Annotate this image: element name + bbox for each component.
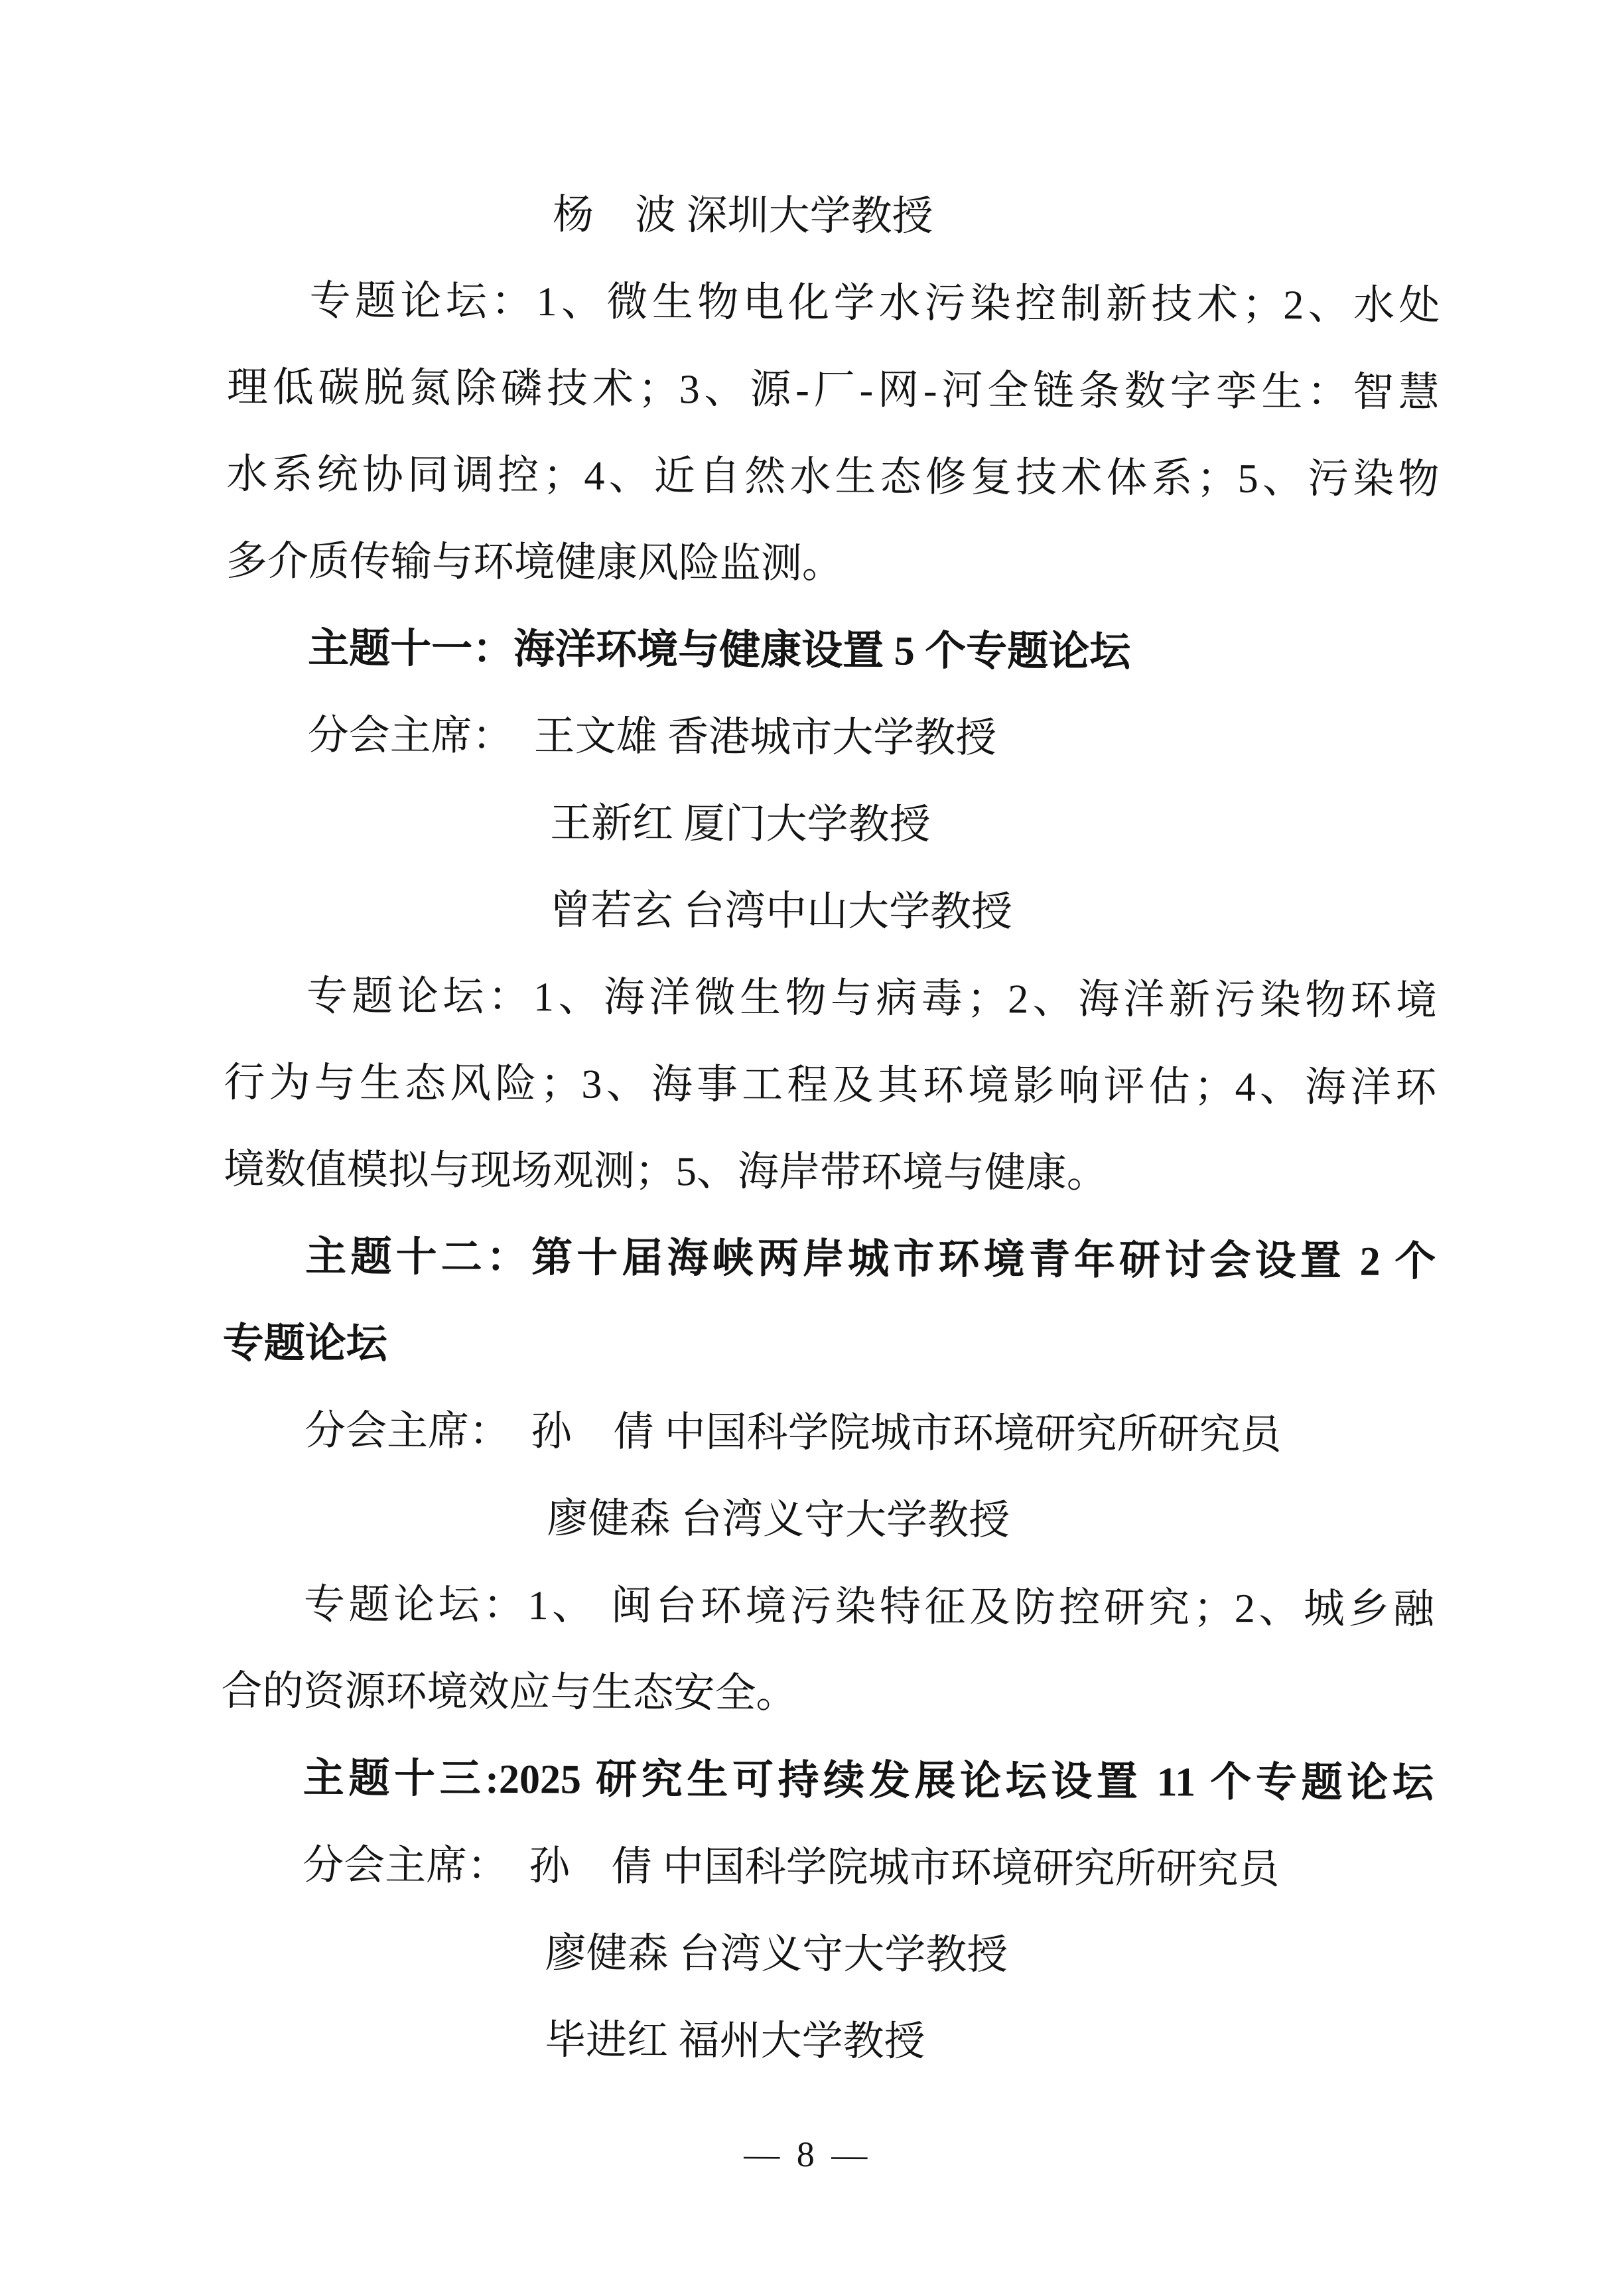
text-line: 专题论坛：1、微生物电化学水污染控制新技术；2、水处 [309,278,1440,329]
text-line: 专题论坛：1、海洋微生物与病毒；2、海洋新污染物环境 [306,973,1438,1024]
text-line: 王新红 厦门大学教授 [549,801,931,848]
text-line: 合的资源环境效应与生态安全。 [221,1669,797,1716]
text-line: 毕进红 福州大学教授 [544,2018,925,2065]
text-line: 多介质传输与环境健康风险监测。 [226,539,843,587]
text-line: 分会主席： 王文雄 香港城市大学教授 [307,713,997,762]
text-line: 廖健森 台湾义守大学教授 [545,1931,1008,1979]
text-line: 境数值模拟与现场观测；5、海岸带环境与健康。 [223,1147,1108,1196]
page-number: — 8 — [744,2134,872,2175]
text-line: 专题论坛 [222,1321,387,1367]
text-line: 分会主席： 孙 倩 中国科学院城市环境研究所研究员 [303,1842,1280,1893]
text-line: 廖健森 台湾义守大学教授 [547,1496,1010,1544]
text-line: 主题十一：海洋环境与健康设置 5 个专题论坛 [308,626,1131,675]
text-line: 专题论坛：1、 闽台环境污染特征及防控研究；2、城乡融 [303,1582,1435,1633]
text-line: 主题十二：第十届海峡两岸城市环境青年研讨会设置 2 个 [305,1234,1436,1285]
text-line: 分会主席： 孙 倩 中国科学院城市环境研究所研究员 [304,1408,1282,1458]
text-line: 水系统协同调控；4、近自然水生态修复技术体系；5、污染物 [226,452,1440,503]
text-line: 理低碳脱氮除磷技术；3、源-厂-网-河全链条数字孪生：智慧 [226,365,1440,416]
text-line: 曾若玄 台湾中山大学教授 [549,888,1013,936]
text-line: 主题十三:2025 研究生可持续发展论坛设置 11 个专题论坛 [303,1756,1434,1807]
text-block [220,171,1441,2088]
text-line: 杨 波 深圳大学教授 [552,192,933,240]
text-line: 行为与生态风险；3、海事工程及其环境影响评估；4、海洋环 [224,1060,1437,1111]
